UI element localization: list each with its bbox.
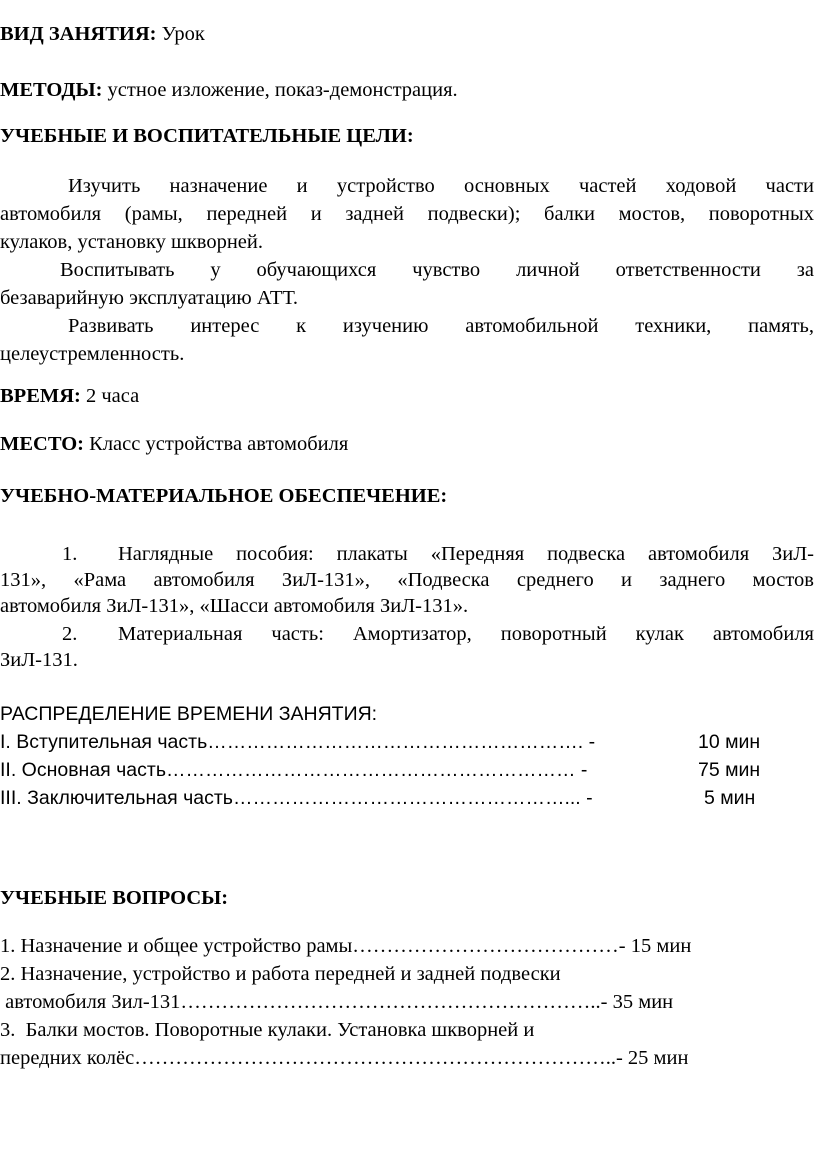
materials-item1-line1: Наглядные пособия: плакаты «Передняя подвеска автомобиля ЗиЛ-: [118, 543, 814, 565]
question-2-line2: автомобиля Зил-131……………………………………………………..- 35 мин: [0, 991, 674, 1013]
materials-item2-number: 2.: [62, 623, 78, 645]
questions-heading: УЧЕБНЫЕ ВОПРОСЫ:: [0, 887, 229, 909]
distribution-row-label: II. Основная часть……………………………………………………… -: [0, 759, 588, 781]
distribution-row-label: I. Вступительная часть…………………………………………………. -: [0, 731, 596, 753]
place-line: [0, 430, 348, 458]
materials-item2-line2: ЗиЛ-131.: [0, 649, 78, 671]
goals-heading: УЧЕБНЫЕ И ВОСПИТАТЕЛЬНЫЕ ЦЕЛИ:: [0, 125, 414, 147]
distribution-row: [0, 756, 816, 784]
time-value: 2 часа: [85, 385, 140, 407]
materials-item1-line3: автомобиля ЗиЛ-131», «Шасси автомобиля ЗиЛ-131».: [0, 595, 469, 617]
place-value: Класс устройства автомобиля: [89, 433, 349, 455]
materials-item2-line1: Материальная часть: Амортизатор, поворотный кулак автомобиля: [118, 623, 814, 645]
distribution-heading: РАСПРЕДЕЛЕНИЕ ВРЕМЕНИ ЗАНЯТИЯ:: [0, 703, 378, 725]
time-label: ВРЕМЯ:: [0, 385, 81, 407]
distribution-row-value: 10 мин: [698, 731, 761, 753]
distribution-row-value: 5 мин: [704, 787, 756, 809]
question-3-line1: 3. Балки мостов. Поворотные кулаки. Установка шкворней и: [0, 1019, 535, 1041]
methods-label: МЕТОДЫ:: [0, 79, 103, 101]
distribution-row-label: III. Заключительная часть……………………………………………... -: [0, 787, 593, 809]
materials-item1-line2: 131», «Рама автомобиля ЗиЛ-131», «Подвеска среднего и заднего мостов: [0, 569, 814, 591]
distribution-row: [0, 728, 816, 756]
goals-p1-line3: кулаков, установку шкворней.: [0, 231, 263, 253]
distribution-row-value: 75 мин: [698, 759, 761, 781]
goals-p2-line2: безаварийную эксплуатацию АТТ.: [0, 287, 298, 309]
goals-p1-line2: автомобиля (рамы, передней и задней подвески); балки мостов, поворотных: [0, 203, 814, 225]
methods-line: [0, 76, 458, 104]
goals-p2-line1: Воспитывать у обучающихся чувство личной ответственности за: [60, 259, 814, 281]
lesson-type-value: Урок: [161, 23, 205, 45]
distribution-row: [0, 784, 816, 812]
lesson-type-line: [0, 20, 205, 48]
question-2-line1: 2. Назначение, устройство и работа передней и задней подвески: [0, 963, 561, 985]
materials-item1-number: 1.: [62, 543, 78, 565]
methods-value: устное изложение, показ-демонстрация.: [107, 79, 458, 101]
goals-p1-line1: Изучить назначение и устройство основных частей ходовой части: [68, 175, 814, 197]
goals-p3-line1: Развивать интерес к изучению автомобильной техники, память,: [68, 315, 814, 337]
question-1: 1. Назначение и общее устройство рамы…………………………………- 15 мин: [0, 935, 692, 957]
question-3-line2: передних колёс……………………………………………………………..- 25 мин: [0, 1047, 689, 1069]
lesson-type-label: ВИД ЗАНЯТИЯ:: [0, 23, 157, 45]
materials-heading: УЧЕБНО-МАТЕРИАЛЬНОЕ ОБЕСПЕЧЕНИЕ:: [0, 485, 448, 507]
goals-p3-line2: целеустремленность.: [0, 343, 185, 365]
place-label: МЕСТО:: [0, 433, 85, 455]
time-line: [0, 382, 139, 410]
